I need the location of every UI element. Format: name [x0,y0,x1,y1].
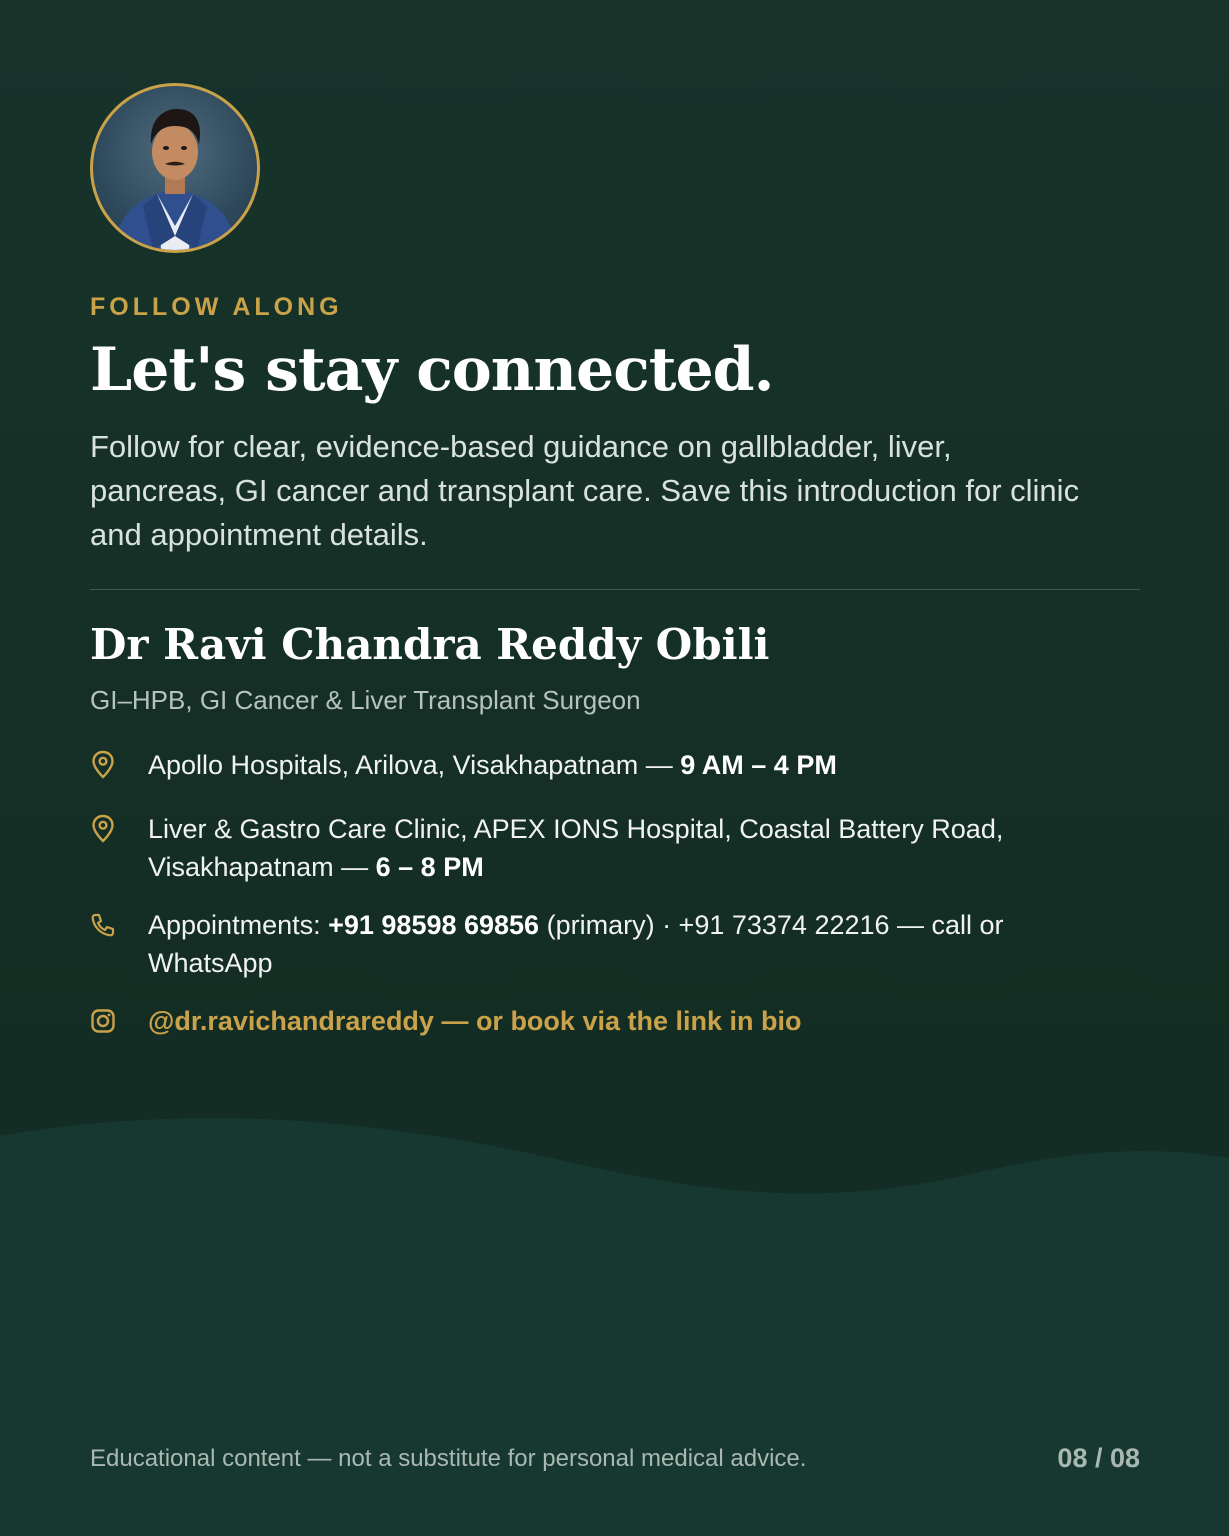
instagram-handle-link[interactable]: @dr.ravichandrareddy — or book via the link in bio [148,1006,802,1036]
clinic-apollo-text: Apollo Hospitals, Arilova, Visakhapatnam — [148,750,681,780]
map-pin-icon [90,810,148,854]
doctor-name: Dr Ravi Chandra Reddy Obili [90,620,770,669]
contact-details [90,746,1140,1044]
clinic-apex-text: Liver & Gastro Care Clinic, APEX IONS Hospital, Coastal Battery Road, Visakhapatnam — [148,814,1004,882]
clinic-row-apollo [90,746,1140,790]
footer [90,1443,1140,1474]
instagram-row [90,1002,1140,1044]
eyebrow-label: FOLLOW ALONG [90,293,343,321]
phone-row [90,906,1140,982]
section-divider [90,589,1140,590]
phone-icon [90,906,148,948]
phone-secondary[interactable]: (primary) · +91 73374 22216 — call or WhatsApp [148,910,1004,978]
avatar [90,83,260,253]
phone-prefix: Appointments: [148,910,329,940]
clinic-apex-hours: 6 – 8 PM [375,852,484,882]
page-indicator: 08 / 08 [1057,1443,1140,1473]
clinic-row-apex [90,810,1140,886]
map-pin-icon [90,746,148,790]
disclaimer-text: Educational content — not a substitute for personal medical advice. [90,1444,807,1472]
intro-paragraph: Follow for clear, evidence-based guidance on gallbladder, liver, pancreas, GI cancer and transplant care. Save this introduction for clinic and appointment details. [90,429,1080,552]
instagram-icon [90,1002,148,1044]
doctor-role: GI–HPB, GI Cancer & Liver Transplant Surgeon [90,685,641,715]
clinic-apollo-hours: 9 AM – 4 PM [680,750,837,780]
doctor-photo [93,86,257,250]
page-title: Let's stay connected. [90,335,774,405]
main-content [90,83,1140,1064]
phone-primary-link[interactable]: +91 98598 69856 [328,910,540,940]
